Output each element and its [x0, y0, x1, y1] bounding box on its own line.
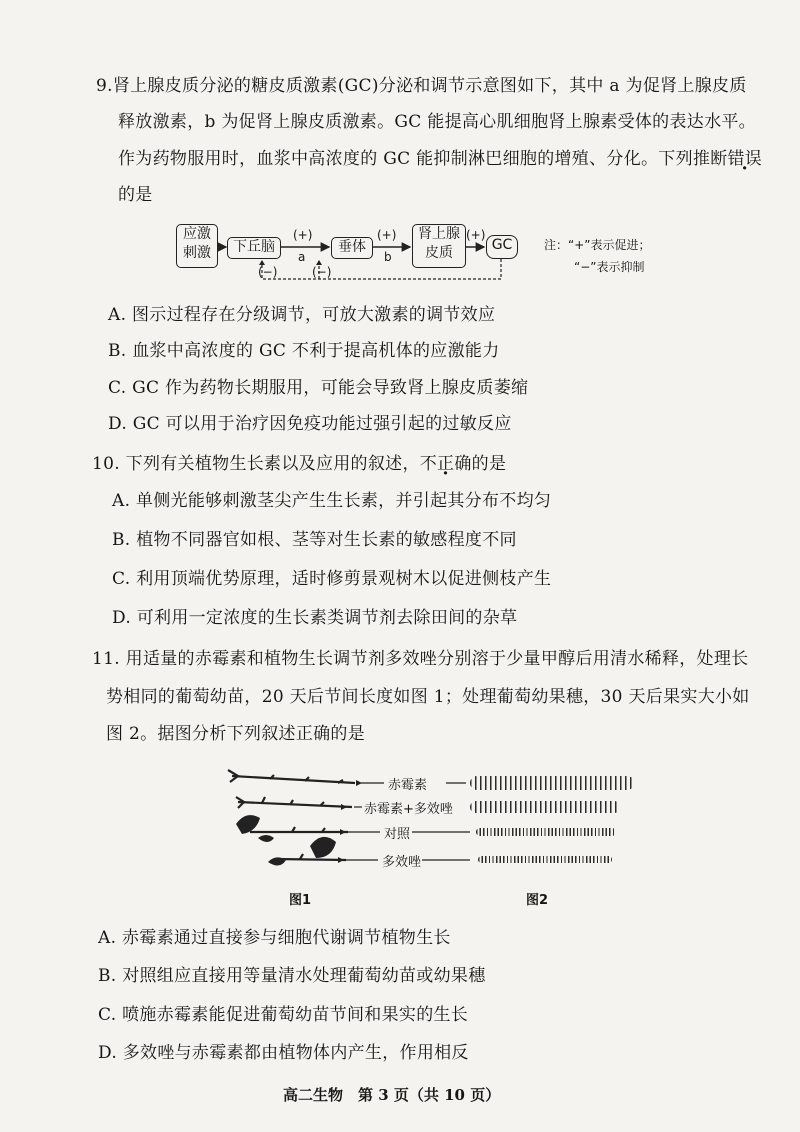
box-hypothalamus: 下丘脑 [227, 237, 281, 259]
diagram-note-1: 注：“+”表示促进； [544, 238, 651, 252]
q11-stem-line-2: 势相同的葡萄幼苗，20 天后节间长度如图 1；处理葡萄幼果穗，30 天后果实大小如 [106, 687, 750, 707]
q9-stem-line-1: 9.肾上腺皮质分泌的糖皮质激素(GC)分泌和调节示意图如下，其中 a 为促肾上腺皮质 [96, 76, 747, 96]
q9-option-d: D. GC 可以用于治疗因免疫功能过强引起的过敏反应 [108, 414, 512, 434]
q11-option-a: A. 赤霉素通过直接参与细胞代谢调节植物生长 [98, 928, 451, 948]
q9-option-b: B. 血浆中高浓度的 GC 不利于提高机体的应激能力 [108, 341, 500, 361]
q11-option-c: C. 喷施赤霉素能促进葡萄幼苗节间和果实的生长 [98, 1005, 469, 1025]
q9-stem-line-4: 的是 [118, 185, 153, 205]
q9-stem-line-2: 释放激素，b 为促肾上腺皮质激素。GC 能提高心肌细胞肾上腺素受体的表达水平。 [118, 112, 756, 132]
q9-option-c: C. GC 作为药物长期服用，可能会导致肾上腺皮质萎缩 [108, 378, 529, 398]
q10-stem: 10. 下列有关植物生长素以及应用的叙述，不正确的是 [92, 454, 507, 474]
q9-option-a: A. 图示过程存在分级调节，可放大激素的调节效应 [108, 305, 496, 325]
label-plus-b: (+) [377, 228, 397, 242]
fig2-fruit-control [476, 828, 616, 836]
fig1-caption: 图1 [289, 893, 312, 908]
label-plus-a: (+) [293, 228, 313, 242]
q10-option-b: B. 植物不同器官如根、茎等对生长素的敏感程度不同 [112, 530, 517, 550]
fig-label-paclobutrazol: 多效唑 [382, 855, 422, 870]
box-stress-stimulus: 应激 刺激 [176, 224, 218, 268]
label-plus-gc: (+) [466, 228, 486, 242]
label-b: b [384, 250, 392, 264]
fig2-fruit-paclobutrazol [478, 856, 612, 863]
q11-option-b: B. 对照组应直接用等量清水处理葡萄幼苗或幼果穗 [98, 966, 486, 986]
page-footer: 高二生物 第 3 页（共 10 页） [283, 1086, 501, 1104]
fig-label-gibberellin-paclobutrazol: 赤霉素+多效唑 [364, 802, 453, 817]
box-adrenal-cortex: 肾上腺 皮质 [412, 224, 466, 268]
q11-stem-line-3: 图 2。据图分析下列叙述正确的是 [106, 724, 366, 744]
label-minus-hypothalamus: (−) [258, 265, 278, 279]
q10-option-a: A. 单侧光能够刺激茎尖产生生长素，并引起其分布不均匀 [112, 491, 552, 511]
box-pituitary: 垂体 [331, 237, 373, 259]
fig-label-gibberellin: 赤霉素 [388, 778, 428, 793]
q10-option-d: D. 可利用一定浓度的生长素类调节剂去除田间的杂草 [112, 608, 518, 628]
diagram-note-2: “−”表示抑制 [574, 260, 645, 274]
q11-stem-line-1: 11. 用适量的赤霉素和植物生长调节剂多效唑分别溶于少量甲醇后用清水稀释，处理长 [92, 649, 749, 669]
q11-option-d: D. 多效唑与赤霉素都由植物体内产生，作用相反 [98, 1043, 469, 1063]
box-gc: GC [486, 235, 518, 259]
fig-label-control: 对照 [384, 827, 411, 842]
label-a: a [298, 250, 306, 264]
fig2-caption: 图2 [526, 893, 549, 908]
fig2-fruit-gibberellin-paclobutrazol [470, 801, 620, 813]
q10-emphasis: 不正确 [419, 454, 472, 474]
label-minus-pituitary: (−) [312, 265, 332, 279]
q9-emphasis: 错误 [727, 149, 763, 169]
q10-option-c: C. 利用顶端优势原理，适时修剪景观树木以促进侧枝产生 [112, 569, 552, 589]
q9-stem-line-3: 作为药物服用时，血浆中高浓度的 GC 能抑制淋巴细胞的增殖、分化。下列推断错误 [118, 149, 763, 169]
fig2-fruit-gibberellin [470, 776, 634, 790]
